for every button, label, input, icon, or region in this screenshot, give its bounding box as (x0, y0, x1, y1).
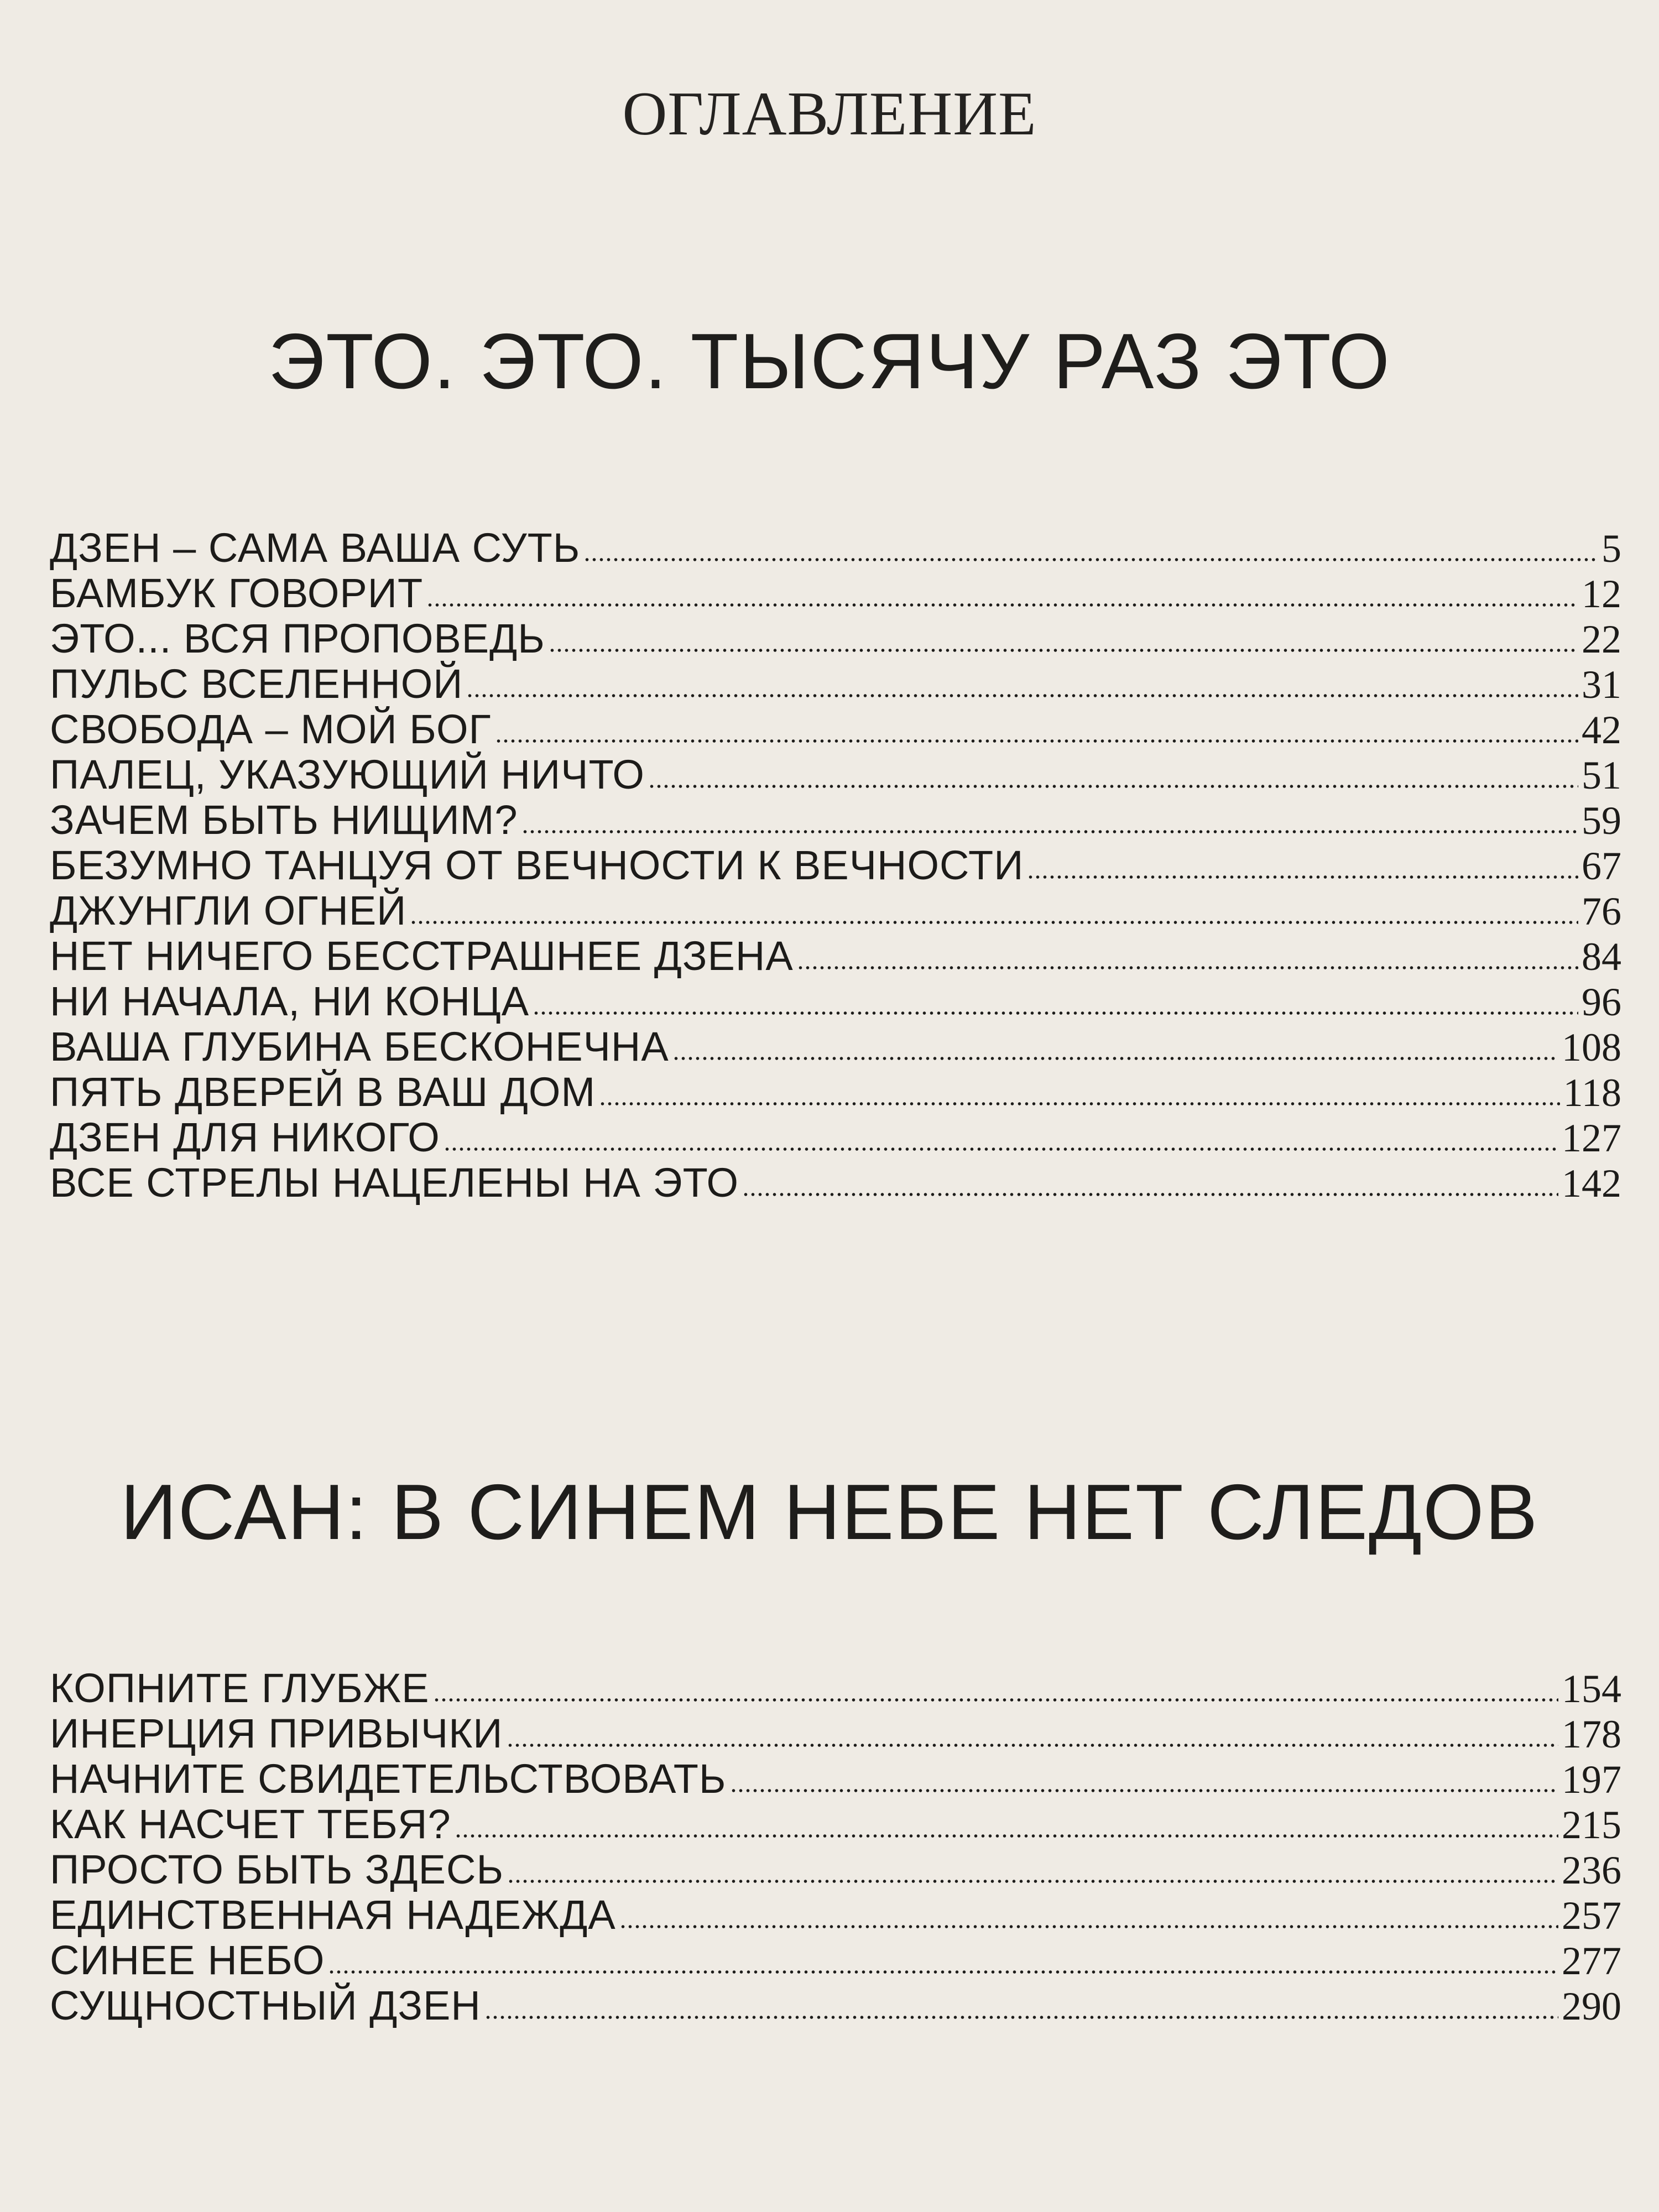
toc-entry (50, 571, 1621, 616)
toc-entry-page: 154 (1562, 1667, 1621, 1711)
toc-entry-page: 42 (1582, 708, 1621, 752)
dot-leader (507, 1879, 1558, 1884)
toc-entry (50, 1983, 1621, 2028)
toc-entry (50, 1160, 1621, 1206)
dot-leader (599, 1102, 1560, 1106)
toc-entry-title: ВСЕ СТРЕЛЫ НАЦЕЛЕНЫ НА ЭТО (50, 1160, 739, 1206)
toc-entry (50, 888, 1621, 933)
toc-entry (50, 1847, 1621, 1892)
toc-entry (50, 1938, 1621, 1983)
section-title: ЭТО. ЭТО. ТЫСЯЧУ РАЗ ЭТО (268, 317, 1391, 405)
toc-entry-title: ПУЛЬС ВСЕЛЕННОЙ (50, 661, 463, 707)
dot-leader (410, 920, 1578, 925)
toc-heading: ОГЛАВЛЕНИЕ (622, 80, 1037, 148)
toc-entry-title: ПАЛЕЦ, УКАЗУЮЩИЙ НИЧТО (50, 752, 645, 797)
toc-entry (50, 1070, 1621, 1115)
toc-entry (50, 1024, 1621, 1070)
dot-leader (495, 739, 1578, 743)
toc-entry-page: 51 (1582, 753, 1621, 797)
toc-entry (50, 1666, 1621, 1711)
dot-leader (455, 1834, 1558, 1838)
toc-entry-page: 31 (1582, 662, 1621, 707)
dot-leader (444, 1147, 1558, 1151)
dot-leader (533, 1011, 1578, 1015)
dot-leader (426, 603, 1578, 607)
toc-entry (50, 843, 1621, 888)
dot-leader (466, 693, 1578, 698)
toc-entry-title: ЭТО... ВСЯ ПРОПОВЕДЬ (50, 615, 545, 661)
toc-entry-title: ВАША ГЛУБИНА БЕСКОНЕЧНА (50, 1024, 669, 1070)
toc-entry-title: БЕЗУМНО ТАНЦУЯ ОТ ВЕЧНОСТИ К ВЕЧНОСТИ (50, 842, 1024, 888)
dot-leader (484, 2015, 1558, 2020)
toc-entry (50, 1802, 1621, 1847)
toc-entry-title: НАЧНИТЕ СВИДЕТЕЛЬСТВОВАТЬ (50, 1756, 727, 1802)
toc-entry-page: 108 (1562, 1025, 1621, 1070)
dot-leader (583, 557, 1598, 562)
toc-entry-title: ПРОСТО БЫТЬ ЗДЕСЬ (50, 1846, 504, 1892)
toc-entry-title: БАМБУК ГОВОРИТ (50, 570, 424, 616)
toc-entry-page: 118 (1563, 1071, 1621, 1115)
dot-leader (742, 1192, 1558, 1197)
dot-leader (433, 1698, 1558, 1702)
toc-entry (50, 1892, 1621, 1938)
toc-entry (50, 933, 1621, 979)
toc-entry-title: ИНЕРЦИЯ ПРИВЫЧКИ (50, 1710, 503, 1756)
toc-entry-title: ДЗЕН – САМА ВАША СУТЬ (50, 525, 581, 571)
section-title: ИСАН: В СИНЕМ НЕБЕ НЕТ СЛЕДОВ (120, 1468, 1539, 1556)
toc-entry (50, 616, 1621, 661)
toc-entry-page: 67 (1582, 844, 1621, 888)
dot-leader (797, 966, 1578, 970)
toc-entry-title: ПЯТЬ ДВЕРЕЙ В ВАШ ДОМ (50, 1069, 596, 1115)
toc-entry (50, 661, 1621, 707)
toc-entry-title: СИНЕЕ НЕБО (50, 1937, 325, 1983)
dot-leader (648, 784, 1578, 789)
toc-entry-title: НЕТ НИЧЕГО БЕССТРАШНЕЕ ДЗЕНА (50, 933, 794, 979)
toc-entry-page: 5 (1601, 526, 1621, 571)
toc-entry-title: ДЗЕН ДЛЯ НИКОГО (50, 1114, 440, 1160)
toc-entry (50, 1115, 1621, 1160)
toc-entry-page: 84 (1582, 935, 1621, 979)
toc-entry-page: 178 (1562, 1712, 1621, 1756)
toc-entry-title: СУЩНОСТНЫЙ ДЗЕН (50, 1983, 481, 2028)
toc-entry-page: 127 (1562, 1116, 1621, 1160)
toc-entry-page: 290 (1562, 1984, 1621, 2028)
toc-entry-page: 12 (1582, 572, 1621, 616)
toc-entry-title: КОПНИТЕ ГЛУБЖЕ (50, 1665, 430, 1711)
dot-leader (1027, 875, 1578, 879)
dot-leader (549, 648, 1578, 653)
toc-entry-page: 257 (1562, 1893, 1621, 1938)
toc-list (50, 1666, 1621, 2028)
toc-entry-page: 59 (1582, 799, 1621, 843)
dot-leader (328, 1970, 1558, 1974)
toc-entry-title: НИ НАЧАЛА, НИ КОНЦА (50, 978, 530, 1024)
toc-entry-page: 96 (1582, 980, 1621, 1024)
dot-leader (619, 1924, 1558, 1929)
toc-entry (50, 797, 1621, 843)
toc-entry-page: 236 (1562, 1848, 1621, 1892)
toc-list (50, 525, 1621, 1206)
dot-leader (507, 1743, 1559, 1747)
toc-entry-title: ЕДИНСТВЕННАЯ НАДЕЖДА (50, 1892, 616, 1938)
dot-leader (730, 1788, 1559, 1793)
toc-entry (50, 1756, 1621, 1802)
toc-entry (50, 752, 1621, 797)
toc-entry-page: 215 (1562, 1803, 1621, 1847)
toc-entry (50, 1711, 1621, 1756)
dot-leader (521, 830, 1578, 834)
toc-entry (50, 525, 1621, 571)
toc-entry-title: СВОБОДА – МОЙ БОГ (50, 706, 492, 752)
toc-entry-page: 197 (1562, 1757, 1621, 1802)
toc-entry-page: 142 (1562, 1161, 1621, 1206)
toc-entry-title: КАК НАСЧЕТ ТЕБЯ? (50, 1801, 451, 1847)
toc-entry-title: ЗАЧЕМ БЫТЬ НИЩИМ? (50, 797, 518, 843)
toc-entry-page: 22 (1582, 617, 1621, 661)
toc-entry-title: ДЖУНГЛИ ОГНЕЙ (50, 888, 407, 933)
toc-entry (50, 707, 1621, 752)
toc-entry-page: 76 (1582, 889, 1621, 933)
dot-leader (672, 1056, 1558, 1061)
toc-entry (50, 979, 1621, 1024)
toc-entry-page: 277 (1562, 1939, 1621, 1983)
